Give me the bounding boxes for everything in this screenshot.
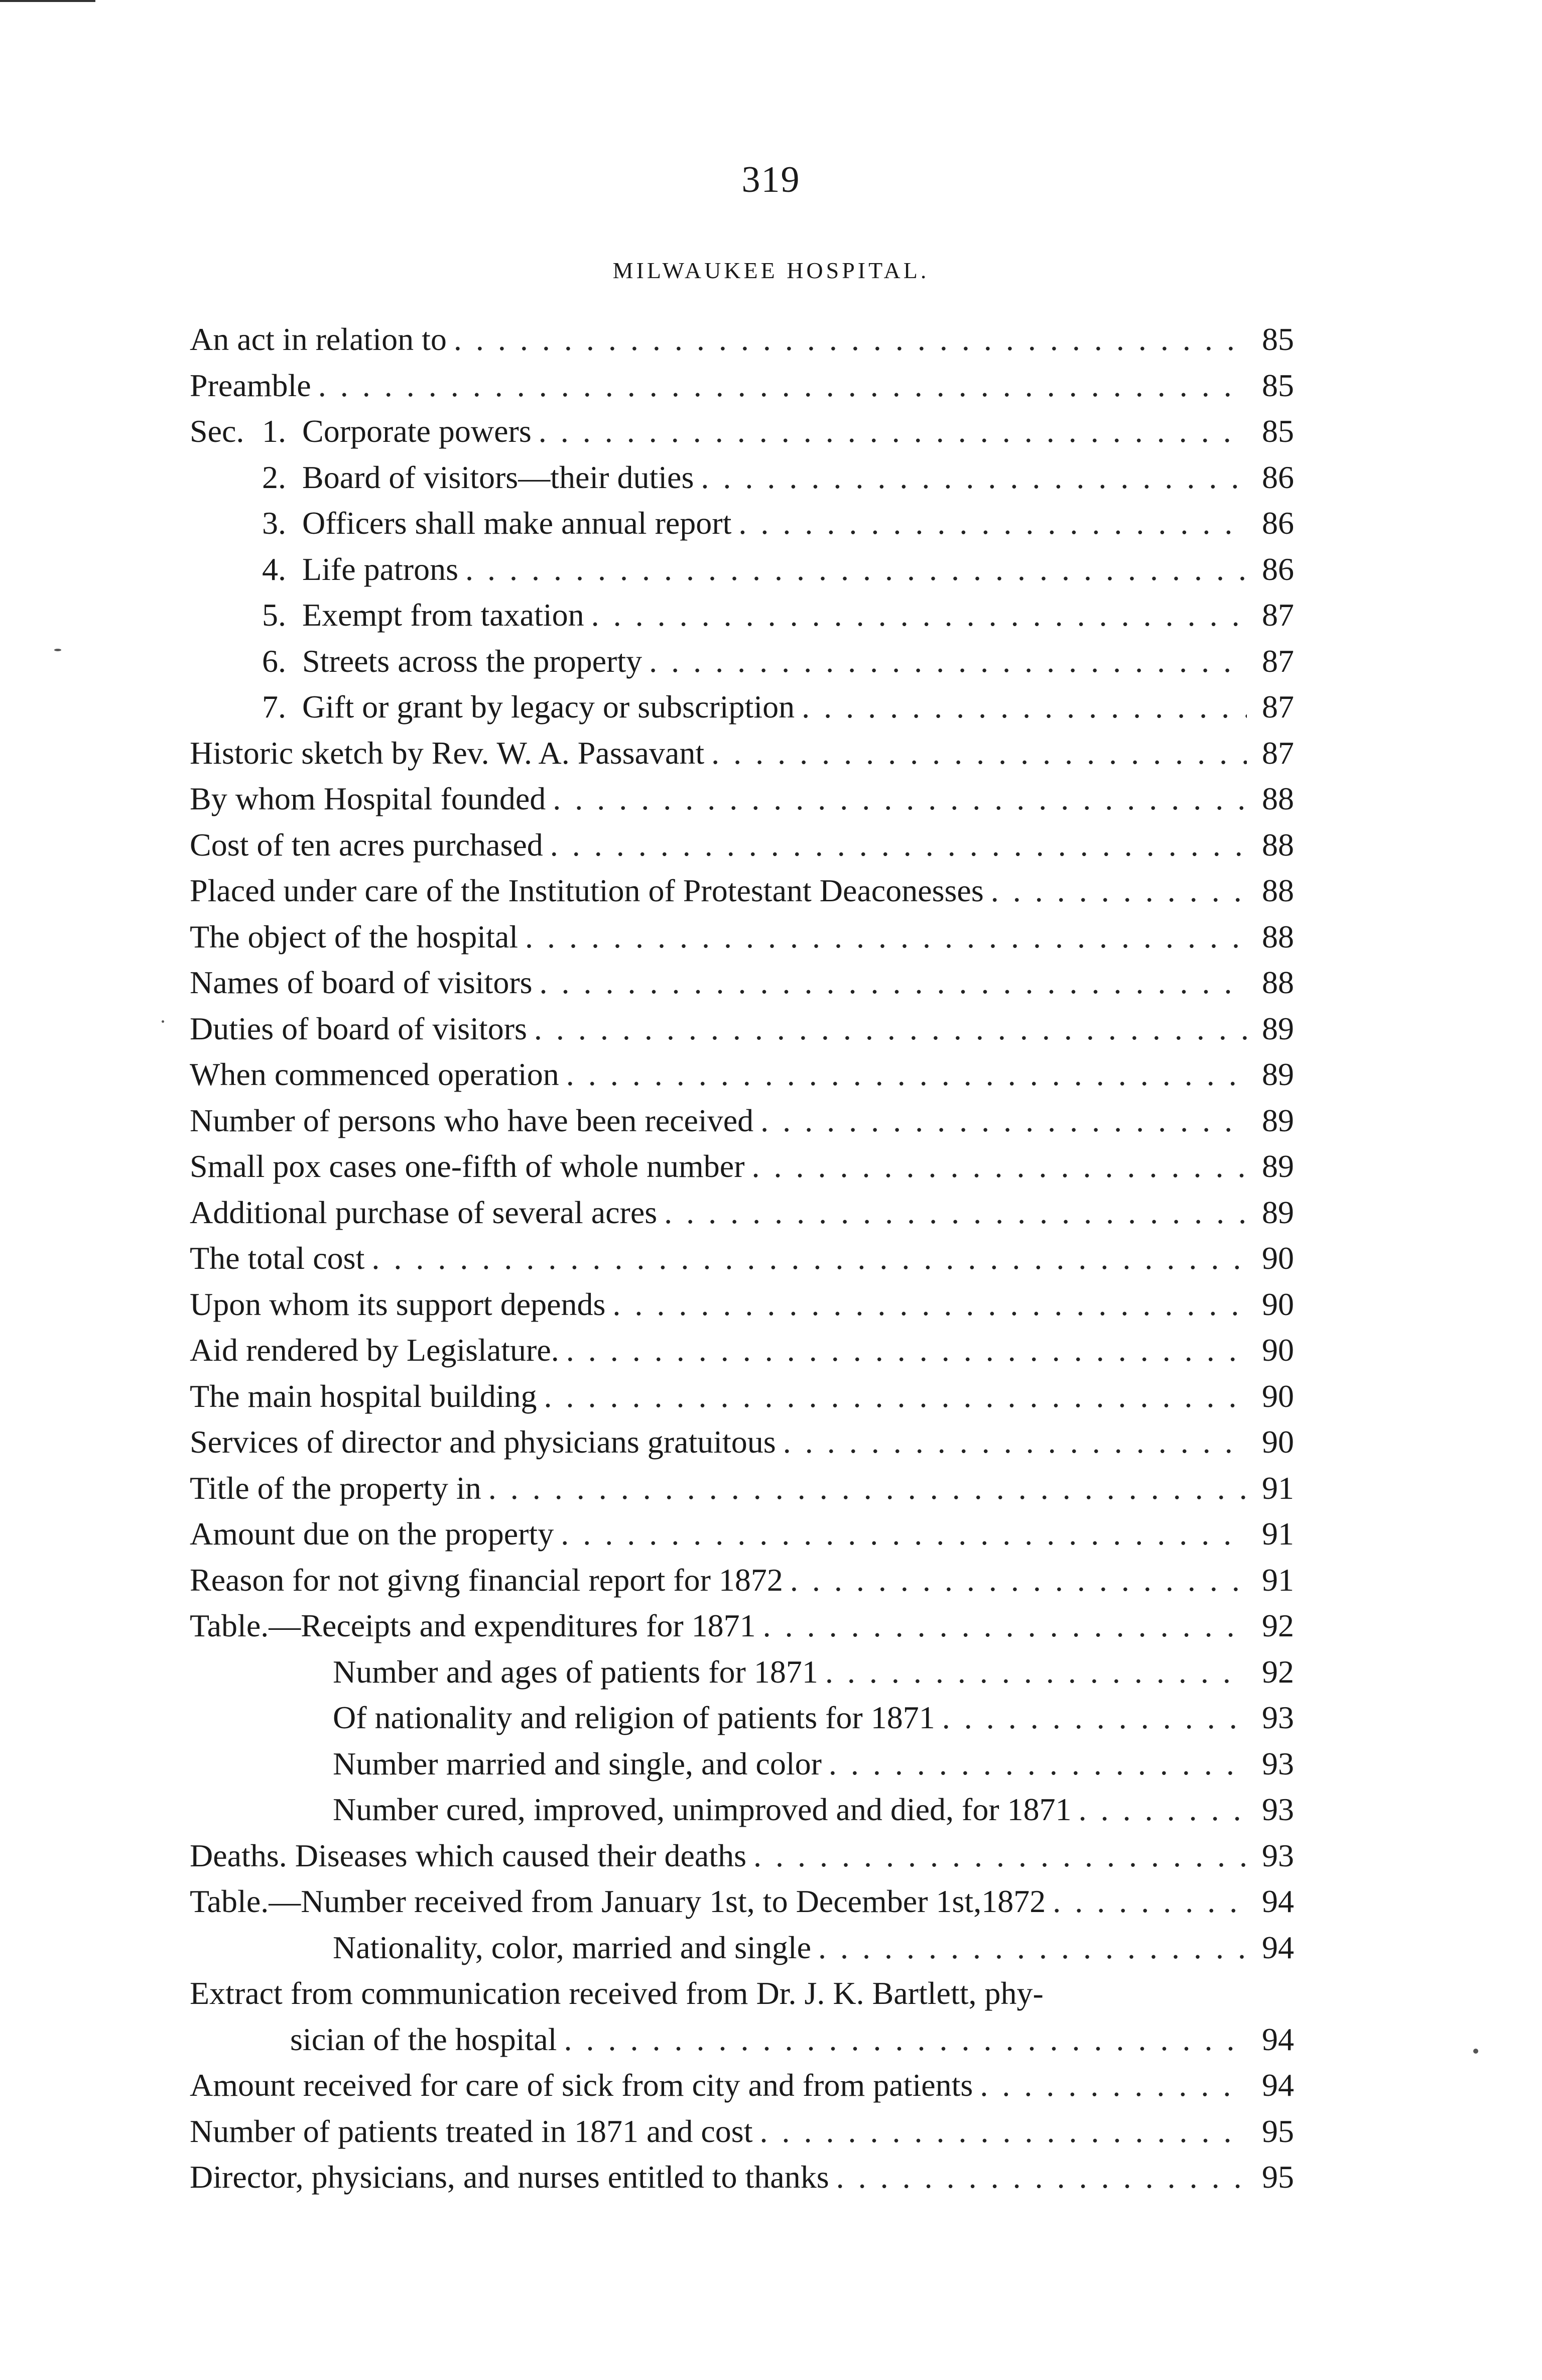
index-entry [190,1970,1294,2016]
index-entry [190,822,1294,868]
index-entry [190,1557,1294,1603]
entry-text: Names of board of visitors [190,965,533,1000]
entry-text: Additional purchase of several acres [190,1194,658,1230]
index-entry [190,1465,1294,1511]
entry-page: 93 [1262,1792,1294,1827]
index-entry [190,684,1294,730]
entry-text: Small pox cases one-fifth of whole number [190,1148,745,1184]
scan-speck [162,1020,164,1023]
dot-leader [790,1557,1247,1603]
entry-text: Number and ages of patients for 1871 [333,1653,818,1690]
dot-leader [829,1741,1247,1787]
index-entry [190,2062,1294,2108]
section-number: 2. [262,459,286,495]
entry-page: 94 [1262,2021,1294,2057]
index-entry [190,960,1294,1006]
index-entry [190,914,1294,960]
entry-page: 88 [1262,965,1294,1000]
dot-leader [649,638,1247,684]
dot-leader [591,592,1247,638]
entry-page: 92 [1262,1653,1294,1690]
entry-text: Aid rendered by Legislature. [190,1332,559,1368]
index-entry [190,1603,1294,1649]
entry-text: Cost of ten acres purchased [190,826,543,863]
dot-leader [763,1603,1247,1649]
entry-page: 93 [1262,1700,1294,1735]
entry-page: 90 [1262,1240,1294,1276]
entry-page: 86 [1262,459,1294,495]
index-entry [190,1925,1294,1971]
entry-page: 90 [1262,1286,1294,1322]
index-entry [190,363,1294,409]
index-entry [190,454,1294,501]
entry-text: Director, physicians, and nurses entitled to thanks [190,2159,829,2195]
entry-page: 90 [1262,1332,1294,1368]
entry-text: Corporate powers [302,413,532,449]
dot-leader [942,1695,1247,1741]
entry-page: 87 [1262,597,1294,633]
section-number: 1. [262,413,286,449]
dot-leader [752,1143,1247,1189]
dot-leader [564,2016,1247,2063]
entry-page: 91 [1262,1562,1294,1598]
entry-text: Number married and single, and color [333,1745,822,1781]
scan-speck [54,649,61,651]
dot-leader [753,1833,1247,1879]
entry-text: Gift or grant by legacy or subscription [302,689,795,725]
index-entry [190,1878,1294,1925]
index-entry [190,1741,1294,1787]
dot-leader [553,776,1247,822]
dot-leader [318,363,1247,409]
dot-leader [711,730,1247,776]
section-title: MILWAUKEE HOSPITAL. [612,258,930,283]
dot-leader [544,1373,1247,1419]
entry-page: 93 [1262,1837,1294,1873]
index-entry [190,408,1294,454]
dot-leader [836,2154,1247,2200]
dot-leader [371,1235,1247,1281]
entry-text: Preamble [190,367,311,403]
index-entry [190,868,1294,914]
entry-text: Table.—Number received from January 1st, to December 1st,1872 [190,1883,1046,1919]
entry-page: 86 [1262,551,1294,587]
entry-text: Duties of board of visitors [190,1010,527,1046]
index-entry [190,1098,1294,1144]
dot-leader [534,1006,1247,1052]
entry-page: 87 [1262,689,1294,725]
dot-leader [1079,1787,1247,1833]
entry-text: Life patrons [302,551,458,587]
dot-leader [465,546,1247,592]
entry-text: Streets across the property [302,643,642,679]
dot-leader [612,1281,1247,1328]
index-entry [190,1143,1294,1189]
entry-text: Exempt from taxation [302,597,584,633]
entry-text: Nationality, color, married and single [333,1929,811,1965]
dot-leader [540,960,1247,1006]
entry-text: Number of patients treated in 1871 and cost [190,2113,753,2149]
entry-text: Services of director and physicians gratuitous [190,1424,776,1460]
index-entry [190,592,1294,638]
index-entry [190,1787,1294,1833]
entry-text: Upon whom its support depends [190,1286,606,1322]
index-entry [190,1235,1294,1281]
entry-page: 92 [1262,1608,1294,1643]
dot-leader [561,1511,1247,1557]
entry-text: Of nationality and religion of patients for 1871 [333,1700,935,1735]
dot-leader [760,1098,1247,1144]
section-number: 5. [262,597,286,633]
section-prefix: Sec. [190,413,244,449]
dot-leader [825,1649,1247,1695]
entry-text: The total cost [190,1240,365,1276]
entry-page: 94 [1262,2067,1294,2103]
dot-leader [759,2108,1247,2155]
dot-leader [550,822,1247,868]
index-entry [190,1649,1294,1695]
entry-page: 95 [1262,2113,1294,2149]
entry-page: 89 [1262,1194,1294,1230]
entry-page: 94 [1262,1883,1294,1919]
entry-page: 88 [1262,918,1294,955]
entry-page: 88 [1262,781,1294,816]
entry-text: Title of the property in [190,1470,481,1506]
index-entry [190,1281,1294,1328]
dot-leader [454,316,1247,363]
entry-text: Board of visitors—their duties [302,459,694,495]
index-entry-continuation [190,2016,1294,2063]
dot-leader [701,454,1247,501]
entry-text: Table.—Receipts and expenditures for 1871 [190,1608,756,1643]
index-entry [190,1189,1294,1236]
entry-page: 90 [1262,1424,1294,1460]
entry-text: Amount received for care of sick from city and from patients [190,2067,973,2103]
index-entry [190,546,1294,592]
entry-text: Number of persons who have been received [190,1102,754,1138]
entry-text: Extract from communication received from Dr. J. K. Bartlett, phy- [190,1975,1044,2011]
entry-page: 86 [1262,505,1294,541]
index-entry [190,1006,1294,1052]
index-entry [190,1833,1294,1879]
dot-leader [566,1327,1247,1373]
dot-leader [566,1051,1247,1098]
entry-text: When commenced operation [190,1056,559,1092]
index-entry [190,638,1294,684]
entry-text: Reason for not givng financial report for 1872 [190,1562,783,1598]
entry-text: Officers shall make annual report [302,505,732,541]
dot-leader [783,1419,1247,1465]
entry-text: Historic sketch by Rev. W. A. Passavant [190,735,705,771]
entry-page: 88 [1262,826,1294,863]
entry-page: 91 [1262,1470,1294,1506]
entry-text: sician of the hospital [290,2021,557,2057]
dot-leader [539,408,1247,454]
entry-page: 87 [1262,735,1294,771]
entry-text: An act in relation to [190,321,447,357]
index-entry [190,500,1294,546]
entry-page: 85 [1262,367,1294,403]
entry-page: 91 [1262,1516,1294,1552]
section-number: 7. [262,689,286,725]
entry-text: Amount due on the property [190,1516,554,1552]
entry-page: 95 [1262,2159,1294,2195]
entry-page: 89 [1262,1056,1294,1092]
dot-leader [991,868,1247,914]
entry-page: 89 [1262,1010,1294,1046]
entry-page: 89 [1262,1148,1294,1184]
dot-leader [525,914,1247,960]
dot-leader [488,1465,1247,1511]
section-number: 6. [262,643,286,679]
index-entry [190,1511,1294,1557]
entry-text: By whom Hospital founded [190,781,546,816]
index-entry [190,2154,1294,2200]
index-entry [190,2108,1294,2155]
entry-page: 89 [1262,1102,1294,1138]
entry-page: 94 [1262,1929,1294,1965]
section-number: 4. [262,551,286,587]
entry-page: 88 [1262,873,1294,908]
dot-leader [1053,1878,1247,1925]
top-rule [0,0,95,2]
dot-leader [818,1925,1247,1971]
dot-leader [664,1189,1247,1236]
index-entry [190,1695,1294,1741]
entry-page: 93 [1262,1745,1294,1781]
dot-leader [802,684,1247,730]
index-entry [190,316,1294,363]
scan-speck [1473,2049,1478,2054]
index-entry [190,1327,1294,1373]
entry-text: The main hospital building [190,1378,537,1414]
entry-page: 87 [1262,643,1294,679]
index-entry [190,776,1294,822]
dot-leader [980,2062,1247,2108]
entry-text: The object of the hospital [190,918,519,955]
index-entry [190,730,1294,776]
entry-page: 85 [1262,413,1294,449]
index-list [190,316,1294,2200]
index-entry [190,1419,1294,1465]
entry-page: 85 [1262,321,1294,357]
entry-text: Placed under care of the Institution of Protestant Deaconesses [190,873,984,908]
entry-text: Deaths. Diseases which caused their deaths [190,1837,746,1873]
section-number: 3. [262,505,286,541]
index-entry [190,1373,1294,1419]
entry-text: Number cured, improved, unimproved and died, for 1871 [333,1792,1072,1827]
entry-page: 90 [1262,1378,1294,1414]
dot-leader [738,500,1247,546]
index-entry [190,1051,1294,1098]
page-number: 319 [741,159,801,200]
